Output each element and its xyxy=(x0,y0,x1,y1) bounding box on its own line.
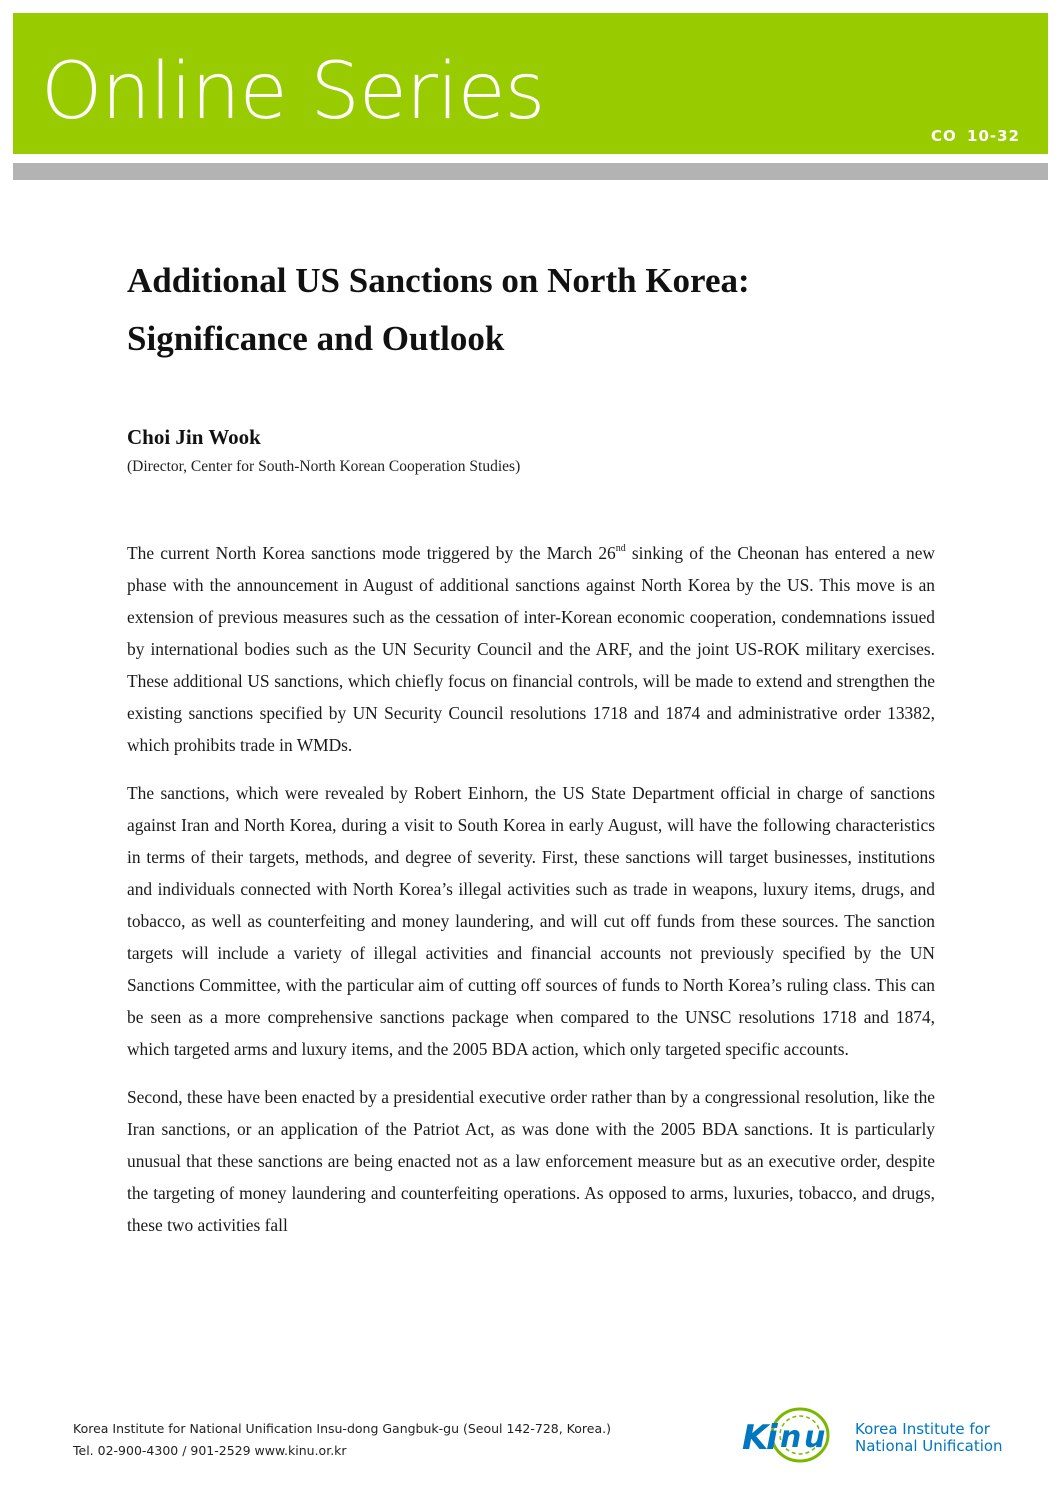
header-banner xyxy=(13,13,1048,154)
title-line-1: Additional US Sanctions on North Korea: xyxy=(127,261,750,300)
org-name-line-1: Korea Institute for xyxy=(855,1420,990,1438)
header-divider xyxy=(13,163,1048,180)
svg-text:i: i xyxy=(766,1418,778,1458)
paragraph-1 xyxy=(127,537,935,761)
author-name: Choi Jin Wook xyxy=(127,425,261,449)
org-name xyxy=(855,1421,1003,1455)
paragraph-2: The sanctions, which were revealed by Robert Einhorn, the US State Department official in charge of sanctions against Iran and North Korea, during a visit to South Korea in early August, will have the following characteristics in terms of their targets, methods, and degree of severity. First, these sanctions will target businesses, institutions and individuals connected with North Korea’s illegal activities such as trade in weapons, luxury items, drugs, and tobacco, as well as counterfeiting and money laundering, and will cut off funds from these sources. The sanction targets will include a variety of illegal activities and financial accounts not previously specified by the UN Sanctions Committee, with the particular aim of cutting off sources of funds to North Korea’s ruling class. This can be seen as a more comprehensive sanctions package when compared to the UNSC resolutions 1718 and 1874, which targeted arms and luxury items, and the 2005 BDA action, which only targeted specific accounts. xyxy=(127,783,935,1059)
svg-text:K: K xyxy=(742,1418,769,1458)
kinu-logo-icon xyxy=(740,1405,840,1467)
paragraph-3: Second, these have been enacted by a presidential executive order rather than by a congressional resolution, like the Iran sanctions, or an application of the Patriot Act, as was done with the 2005 BDA sanctions. It is particularly unusual that these sanctions are being enacted not as a law enforcement measure but as an executive order, despite the targeting of money laundering and counterfeiting operations. As opposed to arms, luxuries, tobacco, and drugs, these two activities fall xyxy=(127,1087,935,1235)
footer-contact-line: Tel. 02-900-4300 / 901-2529 www.kinu.or.kr xyxy=(73,1443,347,1458)
series-code: CO 10-32 xyxy=(931,127,1020,145)
svg-text:n: n xyxy=(780,1420,802,1455)
series-title: Online Series xyxy=(41,47,545,137)
org-name-line-2: National Unification xyxy=(855,1437,1003,1455)
article-body xyxy=(127,537,935,1257)
title-line-2: Significance and Outlook xyxy=(127,319,505,358)
author-affiliation: (Director, Center for South-North Korean Cooperation Studies) xyxy=(127,458,521,475)
ordinal-suffix: nd xyxy=(615,543,626,554)
article-title xyxy=(127,252,937,368)
svg-text:u: u xyxy=(804,1420,826,1455)
paragraph-1-text-a: The current North Korea sanctions mode triggered by the March 26 xyxy=(127,543,616,563)
paragraph-1-text-b: sinking of the Cheonan has entered a new phase with the announcement in August of additional sanctions against North Korea by the US. This move is an extension of previous measures such as the cessation of inter-Korean economic cooperation, condemnations issued by international bodies such as the UN Security Council and the ARF, and the joint US-ROK military exercises. These additional US sanctions, which chiefly focus on financial controls, will be made to extend and strengthen the existing sanctions specified by UN Security Council resolutions 1718 and 1874 and administrative order 13382, which prohibits trade in WMDs. xyxy=(127,543,935,755)
footer-address xyxy=(73,1418,611,1462)
footer-address-line: Korea Institute for National Unification Insu-dong Gangbuk-gu (Seoul 142-728, Korea.) xyxy=(73,1421,611,1436)
